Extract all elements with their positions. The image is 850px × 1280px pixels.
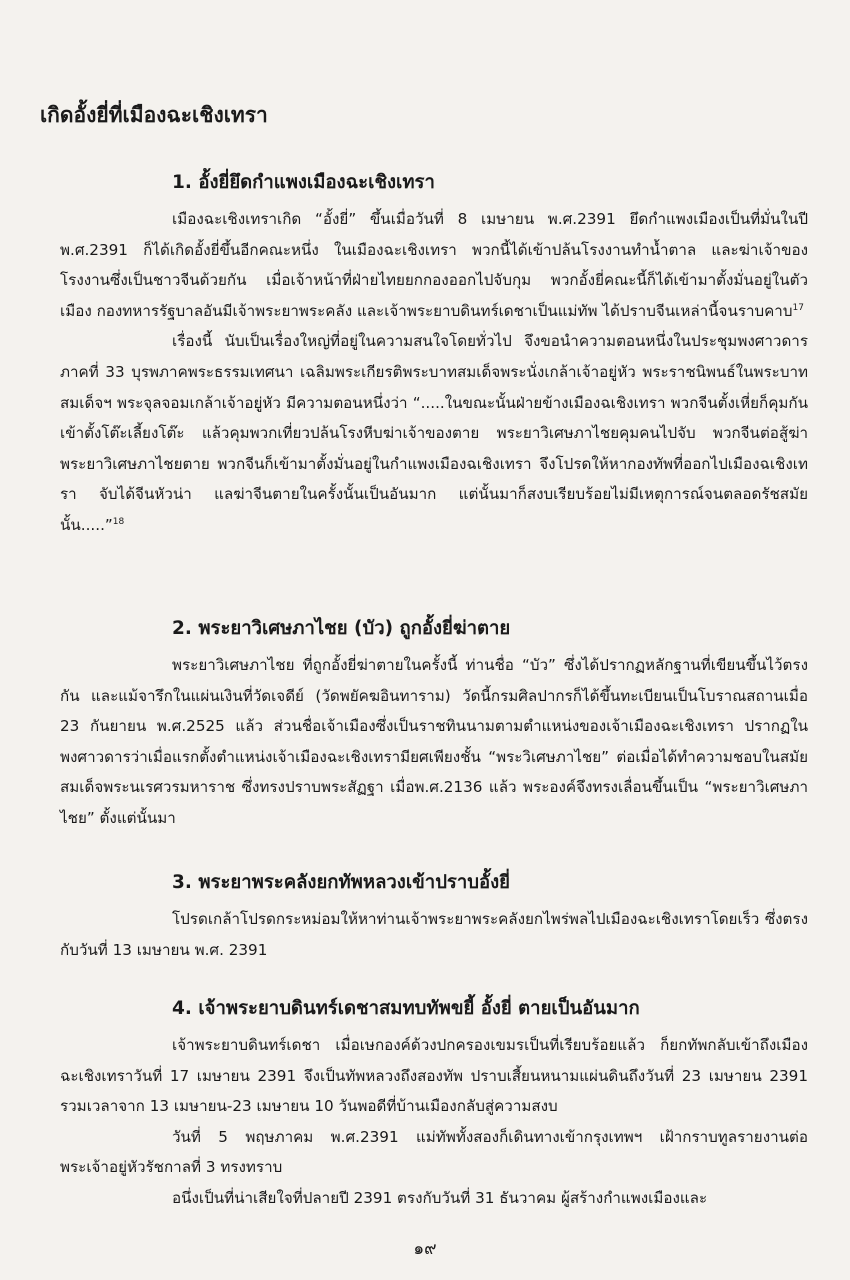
chapter-title: เกิดอั้งยี่ที่เมืองฉะเชิงเทรา: [40, 103, 268, 127]
paragraph: [60, 904, 808, 965]
footnote-ref: 18: [112, 516, 125, 527]
paragraph-text: เรื่องนี้ นับเป็นเรื่องใหญ่ที่อยู่ในความสนใจโดยทั่วไป จึงขอนำความตอนหนึ่งในประชุมพงศาวดารภาคที่ 33 บุรพภาคพระธรรมเทศนา เฉลิมพระเกียรติพระบาทสมเด็จพระนั่งเกล้าเจ้าอยู่หัว พระราชนิพนธ์ในพระบาทสมเด็จฯ พระจุลจอมเกล้าเจ้าอยู่หัว มีความตอนหนึ่งว่า “.....ในขณะนั้นฝ่ายข้างเมืองฉเชิงเทรา พวกจีนตั้งเหี่ยก็คุมกันเข้าตั้งโต๊ะเลี้ยงโต๊ะ แล้วคุมพวกเที่ยวปล้นโรงหีบฆ่าเจ้าของตาย พระยาวิเศษภาไชยคุมคนไปจับ พวกจีนต่อสู้ฆ่าพระยาวิเศษภาไชยตาย พวกจีนก็เข้ามาตั้งมั่นอยู่ในกำแพงเมืองฉเชิงเทรา จึงโปรดให้หากองทัพที่ออกไปเมืองฉเชิงเทรา จับได้จีนหัวน่า แลฆ่าจีนตายในครั้งนั้นเป็นอันมาก แต่นั้นมาก็สงบเรียบร้อยไม่มีเหตุการณ์จนตลอดรัชสมัยนั้น.....”: [60, 332, 808, 534]
paragraph: [60, 1030, 808, 1122]
section-heading: 2. พระยาวิเศษภาไชย (บัว) ถูกอั้งยี่ฆ่าตาย: [172, 618, 511, 639]
page-number: ๑๙: [413, 1239, 437, 1259]
section-heading: 1. อั้งยี่ยึดกำแพงเมืองฉะเชิงเทรา: [172, 172, 435, 193]
paragraph: [60, 326, 808, 540]
paragraph-text: พระยาวิเศษภาไชย ที่ถูกอั้งยี่ฆ่าตายในครั้งนี้ ท่านชื่อ “บัว” ซึ่งได้ปรากฏหลักฐานที่เขียนขึ้นไว้ตรงกัน และแม้จารึกในแผ่นเงินที่วัดเจดีย์ (วัดพยัคฆอินทาราม) วัดนี้กรมศิลปากรก็ได้ขึ้นทะเบียนเป็นโบราณสถานเมื่อ 23 กันยายน พ.ศ.2525 แล้ว ส่วนชื่อเจ้าเมืองซึ่งเป็นราชทินนามตามตำแหน่งของเจ้าเมืองฉะเชิงเทรา ปรากฏในพงศาวดารว่าเมื่อแรกตั้งตำแหน่งเจ้าเมืองฉะเชิงเทรามียศเพียงชั้น “พระวิเศษภาไชย” ต่อเมื่อได้ทำความชอบในสมัยสมเด็จพระนเรศวรมหาราช ซึ่งทรงปราบพระสัฏฐา เมื่อพ.ศ.2136 แล้ว พระองค์จึงทรงเลื่อนขึ้นเป็น “พระยาวิเศษภาไชย” ตั้งแต่นั้นมา: [60, 656, 808, 827]
paragraph: [60, 204, 808, 326]
section-3: [0, 868, 850, 965]
paragraph-text: อนึ่งเป็นที่น่าเสียใจที่ปลายปี 2391 ตรงกับวันที่ 31 ธันวาคม ผู้สร้างกำแพงเมืองและ: [172, 1188, 708, 1207]
paragraph-text: โปรดเกล้าโปรดกระหม่อมให้หาท่านเจ้าพระยาพระคลังยกไพร่พลไปเมืองฉะเชิงเทราโดยเร็ว ซึ่งตรงกับวันที่ 13 เมษายน พ.ศ. 2391: [60, 910, 808, 959]
paragraph-text: เจ้าพระยาบดินทร์เดชา เมื่อเษกองค์ด้วงปกครองเขมรเป็นที่เรียบร้อยแล้ว ก็ยกทัพกลับเข้าถึงเมืองฉะเชิงเทราวันที่ 17 เมษายน 2391 จึงเป็นทัพหลวงถึงสองทัพ ปราบเสี้ยนหนามแผ่นดินถึงวันที่ 23 เมษายน 2391 รวมเวลาจาก 13 เมษายน-23 เมษายน 10 วันพอดีที่บ้านเมืองกลับสู่ความสงบ: [60, 1036, 808, 1116]
footnote-ref: 17: [792, 302, 804, 313]
paragraph: [60, 650, 808, 834]
section-2: [0, 614, 850, 834]
paragraph-text: เมืองฉะเชิงเทราเกิด “อั้งยี่” ขึ้นเมื่อวันที่ 8 เมษายน พ.ศ.2391 ยึดกำแพงเมืองเป็นที่มั่นในปี พ.ศ.2391 ก็ได้เกิดอั้งยี่ขึ้นอีกคณะหนึ่ง ในเมืองฉะเชิงเทรา พวกนี้ได้เข้าปล้นโรงงานทำน้ำตาล และฆ่าเจ้าของโรงงานซึ่งเป็นชาวจีนด้วยกัน เมื่อเจ้าหน้าที่ฝ่ายไทยยกกองออกไปจับกุม พวกอั้งยี่คณะนี้ก็ได้เข้ามาตั้งมั่นอยู่ในตัวเมือง กองทหารรัฐบาลอันมีเจ้าพระยาพระคลัง และเจ้าพระยาบดินทร์เดชาเป็นแม่ทัพ ได้ปราบจีนเหล่านี้จนราบคาบ: [60, 210, 808, 320]
paragraph: [60, 1183, 808, 1214]
paragraph: [60, 1122, 808, 1183]
paragraph-text: วันที่ 5 พฤษภาคม พ.ศ.2391 แม่ทัพทั้งสองก็เดินทางเข้ากรุงเทพฯ เฝ้ากราบทูลรายงานต่อพระเจ้าอยู่หัวรัชกาลที่ 3 ทรงทราบ: [60, 1127, 808, 1177]
section-heading: 3. พระยาพระคลังยกทัพหลวงเข้าปราบอั้งยี่: [172, 872, 510, 893]
section-heading: 4. เจ้าพระยาบดินทร์เดชาสมทบทัพขยี้ อั้งยี่ ตายเป็นอันมาก: [172, 998, 640, 1019]
section-1: [0, 168, 850, 541]
section-4: [0, 994, 850, 1214]
